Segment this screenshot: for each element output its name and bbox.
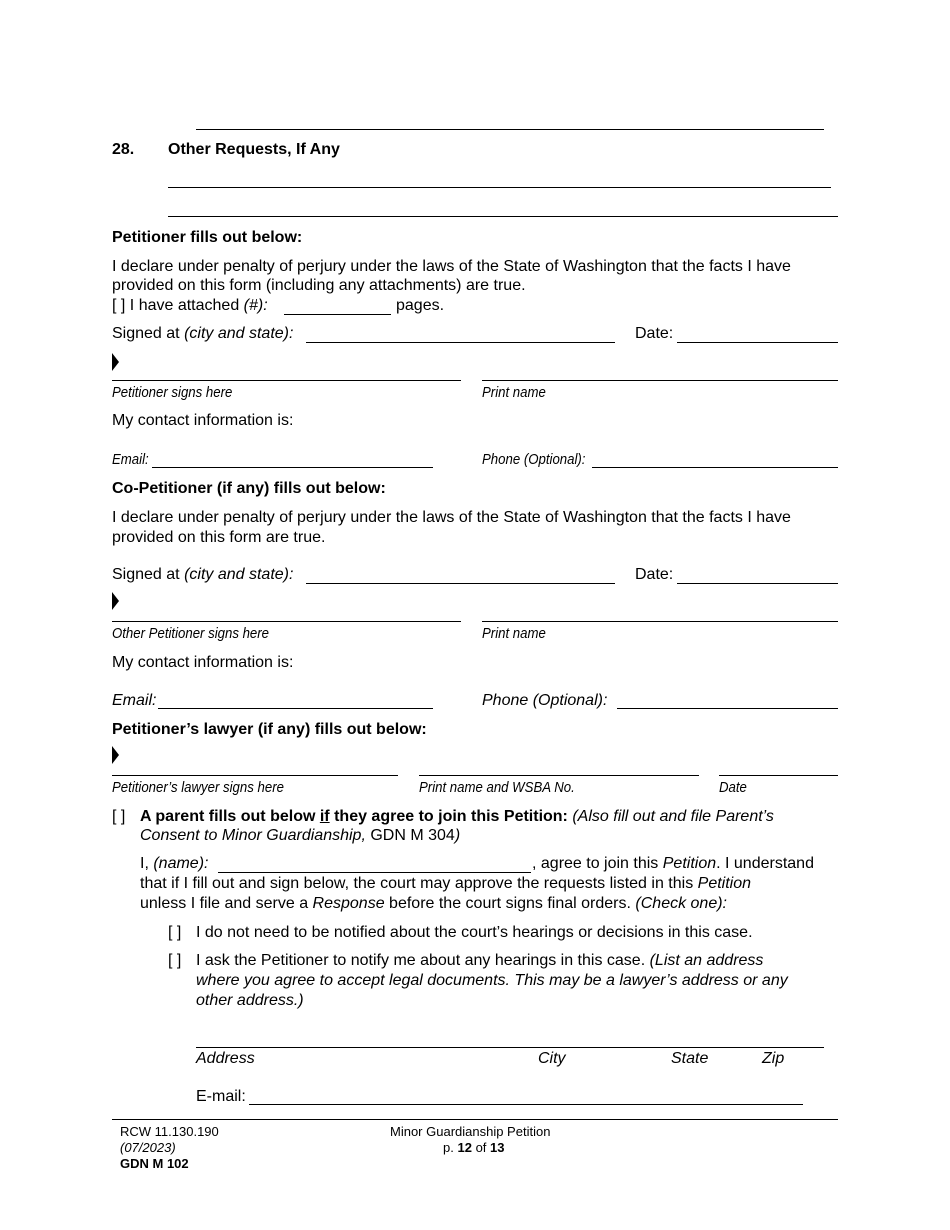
option2-checkbox[interactable]: [ ] (168, 952, 182, 969)
petitioner-print-name-field[interactable] (482, 380, 838, 381)
agree-petition: Petition (662, 855, 717, 872)
parent-line3 (140, 895, 727, 913)
other-requests-line-2[interactable] (168, 216, 838, 217)
parent-note-form: GDN M 304 (365, 827, 455, 844)
copetitioner-city-state-field[interactable] (306, 583, 615, 584)
option2-b: (List an address (649, 952, 764, 969)
attached-pages-field[interactable] (284, 314, 391, 315)
petitioner-city-state-field[interactable] (306, 342, 615, 343)
copetitioner-declaration-2: provided on this form are true. (112, 529, 326, 546)
attached-checkbox[interactable]: [ ] (112, 297, 126, 314)
parent-heading (140, 808, 774, 826)
petitioner-email-field[interactable] (152, 467, 433, 468)
copetitioner-declaration-1: I declare under penalty of perjury under the laws of the State of Washington that the facts I have (112, 509, 791, 526)
line3-check: (Check one): (635, 895, 727, 912)
lawyer-signs-here: Petitioner’s lawyer signs here (112, 779, 284, 796)
signed-at-text: Signed at (112, 325, 180, 342)
lawyer-print-name-label: Print name and WSBA No. (419, 779, 575, 796)
copetitioner-email-label: Email: (112, 692, 157, 709)
parent-heading-b: they agree to join this Petition: (329, 808, 568, 825)
option1-checkbox[interactable]: [ ] (168, 924, 182, 941)
page-prefix: p. (443, 1140, 454, 1155)
lawyer-print-name-field[interactable] (419, 775, 699, 776)
petitioner-phone-label: Phone (Optional): (482, 451, 586, 468)
parent-line2 (140, 875, 751, 893)
option1-text: I do not need to be notified about the court’s hearings or decisions in this case. (196, 924, 753, 941)
sign-arrow-icon (112, 592, 119, 610)
sign-arrow-icon (112, 353, 119, 371)
petitioner-signs-here: Petitioner signs here (112, 384, 233, 401)
petitioner-date-label: Date: (635, 325, 674, 342)
copetitioner-date-field[interactable] (677, 583, 838, 584)
sign-arrow-icon (112, 746, 119, 764)
parent-name-label: (name): (153, 855, 209, 872)
petitioner-contact-intro: My contact information is: (112, 412, 294, 429)
footer-page (443, 1140, 505, 1155)
parent-i-name (140, 855, 208, 873)
petitioner-phone-field[interactable] (592, 467, 838, 468)
line3-a: unless I file and serve a (140, 895, 309, 912)
parent-note-a: (Also fill out and file Parent’s (572, 808, 774, 825)
petitioner-date-field[interactable] (677, 342, 838, 343)
footer-date: (07/2023) (120, 1140, 176, 1155)
city-label: City (538, 1050, 566, 1067)
address-field[interactable] (196, 1047, 824, 1048)
parent-i: I, (140, 855, 149, 872)
attached-hash: (#): (243, 297, 268, 314)
footer-title: Minor Guardianship Petition (390, 1124, 551, 1139)
signed-at-text: Signed at (112, 566, 180, 583)
copetitioner-heading: Co-Petitioner (if any) fills out below: (112, 480, 386, 497)
copetitioner-signed-at (112, 566, 293, 584)
parent-email-field[interactable] (249, 1104, 803, 1105)
copetitioner-phone-field[interactable] (617, 708, 838, 709)
agree-b: . I understand (716, 855, 814, 872)
copetitioner-email-field[interactable] (158, 708, 433, 709)
option2-line3: other address.) (196, 992, 304, 1009)
option2-line1 (196, 952, 763, 970)
petitioner-signed-at (112, 325, 293, 343)
parent-note-close: ) (454, 827, 461, 844)
parent-note-b: Consent to Minor Guardianship, (140, 827, 366, 844)
other-requests-line-1[interactable] (168, 187, 831, 188)
parent-heading-if: if (319, 808, 330, 825)
section-number: 28. (112, 141, 135, 158)
parent-email-label: E-mail: (196, 1088, 246, 1105)
line3-b: before the court signs final orders. (389, 895, 631, 912)
signed-at-italic: (city and state): (184, 325, 294, 342)
copetitioner-contact-intro: My contact information is: (112, 654, 294, 671)
lawyer-date-label: Date (719, 779, 747, 796)
attached-suffix: pages. (396, 297, 445, 314)
petitioner-heading: Petitioner fills out below: (112, 229, 303, 246)
copetitioner-signs-here: Other Petitioner signs here (112, 625, 270, 642)
section-title: Other Requests, If Any (168, 141, 340, 158)
petitioner-print-name-label: Print name (482, 384, 546, 401)
copetitioner-phone-label: Phone (Optional): (482, 692, 608, 709)
zip-label: Zip (762, 1050, 785, 1067)
copetitioner-signature-field[interactable] (112, 621, 461, 622)
parent-checkbox[interactable]: [ ] (112, 808, 126, 825)
copetitioner-print-name-field[interactable] (482, 621, 838, 622)
petitioner-email-label: Email: (112, 451, 149, 468)
footer-rule (112, 1119, 838, 1120)
lawyer-date-field[interactable] (719, 775, 838, 776)
state-label: State (671, 1050, 709, 1067)
parent-agree (532, 855, 814, 873)
petitioner-declaration-1: I declare under penalty of perjury under the laws of the State of Washington that the facts I have (112, 258, 791, 275)
option2-line2: where you agree to accept legal documents. This may be a lawyer’s address or any (196, 972, 788, 989)
petitioner-declaration-2: provided on this form (including any attachments) are true. (112, 277, 526, 294)
top-rule (196, 129, 824, 130)
page-num: 12 (457, 1140, 472, 1155)
copetitioner-date-label: Date: (635, 566, 674, 583)
agree-a: , agree to join this (532, 855, 659, 872)
page-of: of (475, 1140, 487, 1155)
parent-note-line2 (140, 827, 460, 845)
signed-at-italic: (city and state): (184, 566, 294, 583)
attached-row (112, 297, 268, 315)
parent-name-field[interactable] (218, 872, 531, 873)
line3-response: Response (312, 895, 385, 912)
petitioner-signature-field[interactable] (112, 380, 461, 381)
lawyer-heading: Petitioner’s lawyer (if any) fills out below: (112, 721, 427, 738)
lawyer-signature-field[interactable] (112, 775, 398, 776)
address-label: Address (196, 1050, 255, 1067)
copetitioner-print-name-label: Print name (482, 625, 546, 642)
footer-form-id: GDN M 102 (120, 1156, 189, 1171)
option2-a: I ask the Petitioner to notify me about any hearings in this case. (196, 952, 646, 969)
parent-heading-a: A parent fills out below (140, 808, 320, 825)
line2-a: that if I fill out and sign below, the court may approve the requests listed in this (140, 875, 694, 892)
attached-prefix: I have attached (129, 297, 240, 314)
page-total: 13 (490, 1140, 505, 1155)
line2-petition: Petition (697, 875, 752, 892)
footer-rcw: RCW 11.130.190 (120, 1124, 219, 1139)
